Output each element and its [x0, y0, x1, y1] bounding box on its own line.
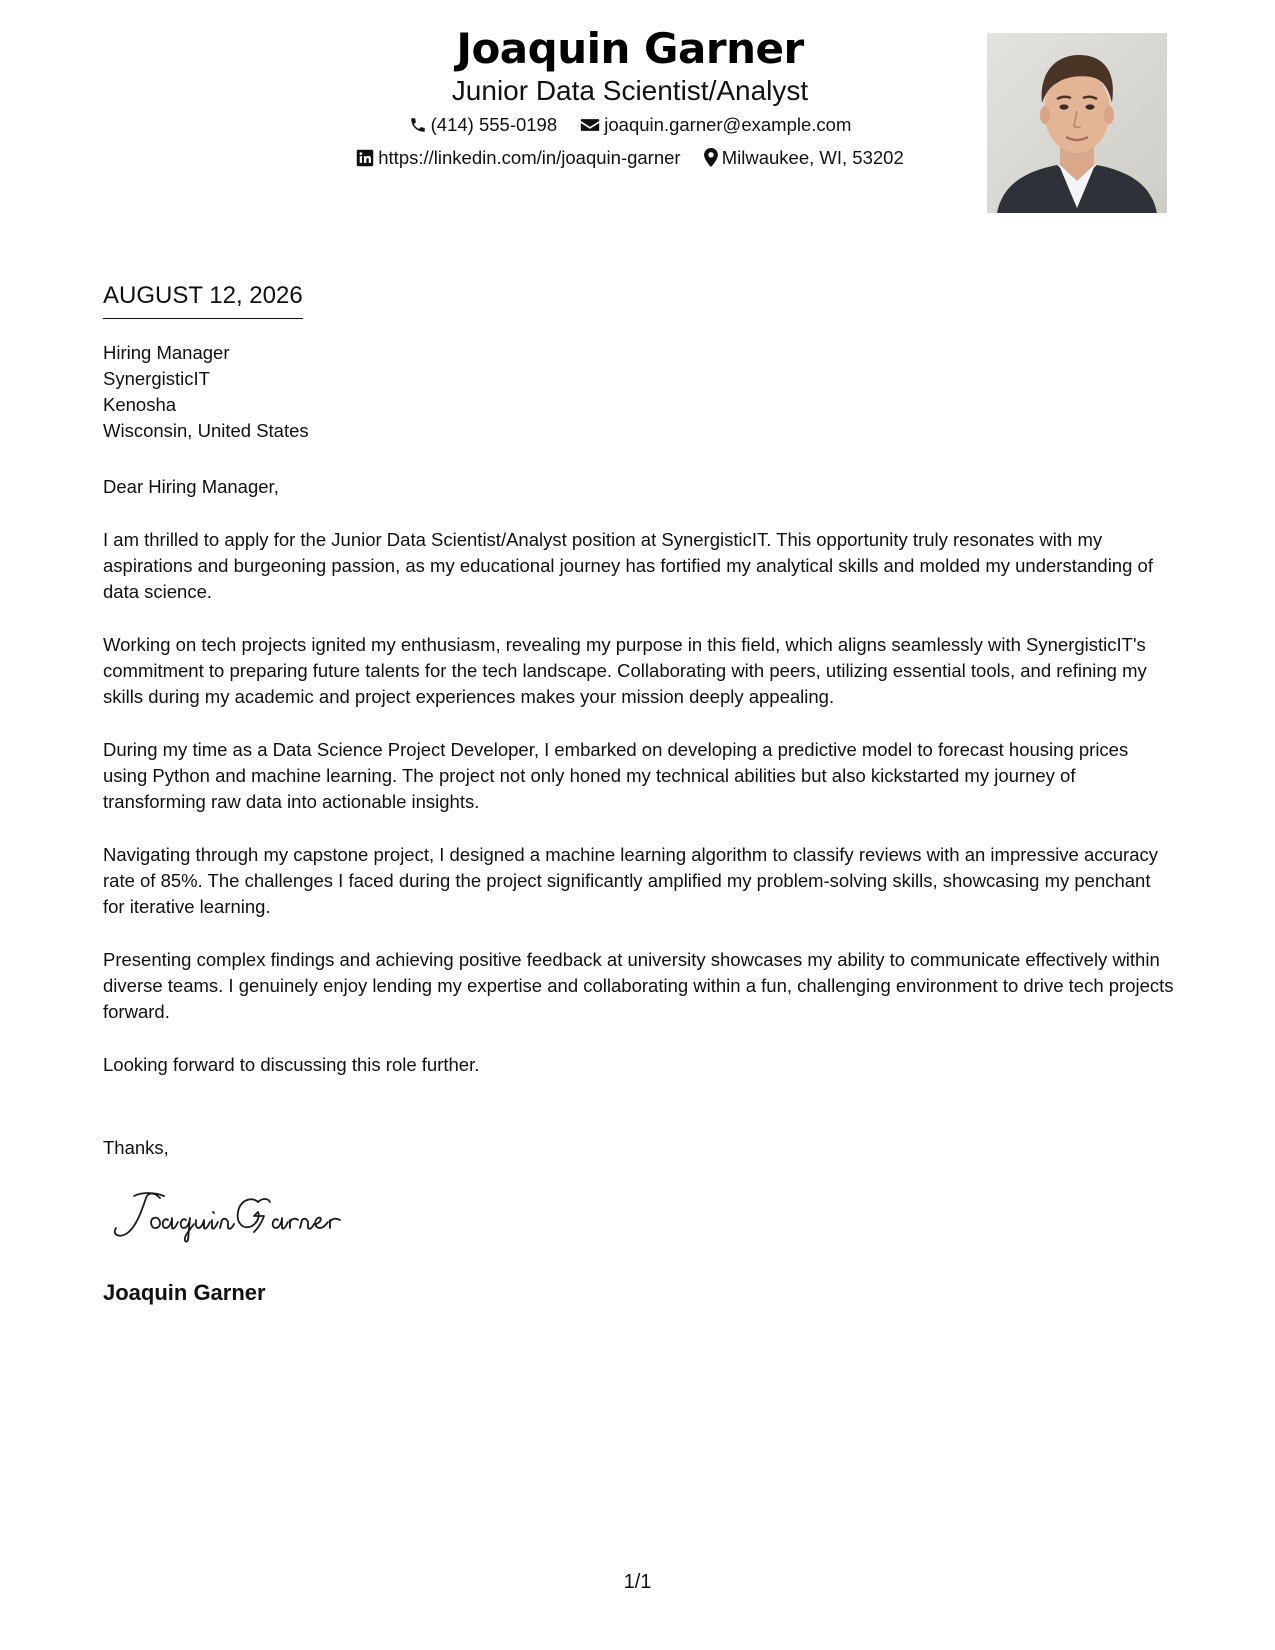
- linkedin-text[interactable]: https://linkedin.com/in/joaquin-garner: [378, 147, 681, 168]
- page-number: 1/1: [623, 1571, 652, 1593]
- salutation: Dear Hiring Manager,: [103, 476, 279, 497]
- contact-linkedin[interactable]: [356, 146, 680, 170]
- phone-text: (414) 555-0198: [430, 114, 558, 135]
- body-paragraph: I am thrilled to apply for the Junior Data Scientist/Analyst position at SynergisticIT. This opportunity truly resonates with my aspirations and burgeoning passion, as my educational journey has fortified my analytical skills and molded my understanding of data science.: [103, 529, 1153, 602]
- letter-date-block: [103, 280, 303, 319]
- phone-icon: [409, 116, 427, 134]
- contact-row-2: [290, 146, 970, 170]
- body-paragraph: Working on tech projects ignited my enthusiasm, revealing my purpose in this field, which aligns seamlessly with SynergisticIT's commitment to preparing future talents for the tech landscape. Collaborating with peers, utilizing essential tools, and refining my skills during my academic and project experiences makes your mission deeply appealing.: [103, 634, 1147, 707]
- recipient-line: Wisconsin, United States: [103, 420, 309, 441]
- letter-header: [0, 0, 1275, 230]
- profile-photo: [987, 33, 1167, 213]
- signer-name: Joaquin Garner: [103, 1280, 266, 1305]
- recipient-line: Hiring Manager: [103, 342, 230, 363]
- applicant-title: Junior Data Scientist/Analyst: [451, 75, 809, 106]
- body-paragraph: Looking forward to discussing this role further.: [103, 1054, 480, 1075]
- recipient-line: SynergisticIT: [103, 368, 210, 389]
- letter-body: [103, 474, 1175, 1105]
- handwritten-signature: [108, 1188, 358, 1244]
- envelope-icon: [580, 116, 600, 134]
- closing-line: Thanks,: [103, 1137, 169, 1158]
- applicant-name: Joaquin Garner: [456, 24, 804, 73]
- body-paragraph: Navigating through my capstone project, I designed a machine learning algorithm to classify reviews with an impressive accuracy rate of 85%. The challenges I faced during the project significantly amplified my problem-solving skills, showcasing my penchant for iterative learning.: [103, 844, 1159, 917]
- recipient-address: [103, 340, 309, 444]
- location-text: Milwaukee, WI, 53202: [721, 147, 904, 168]
- contact-location: [704, 146, 904, 170]
- map-marker-icon: [704, 148, 718, 167]
- contact-phone: [409, 113, 558, 137]
- contact-email[interactable]: [580, 113, 851, 137]
- contact-row-1: [290, 113, 970, 137]
- body-paragraph: Presenting complex findings and achieving positive feedback at university showcases my ability to communicate effectively within diverse teams. I genuinely enjoy lending my expertise and collaborating within a fun, challenging environment to drive tech projects forward.: [103, 949, 1174, 1022]
- email-text[interactable]: joaquin.garner@example.com: [604, 114, 852, 135]
- linkedin-icon: [356, 149, 374, 167]
- recipient-line: Kenosha: [103, 394, 177, 415]
- letter-date: AUGUST 12, 2026: [103, 280, 303, 319]
- body-paragraph: During my time as a Data Science Project Developer, I embarked on developing a predictive model to forecast housing prices using Python and machine learning. The project not only honed my technical abilities but also kickstarted my journey of transforming raw data into actionable insights.: [103, 739, 1129, 812]
